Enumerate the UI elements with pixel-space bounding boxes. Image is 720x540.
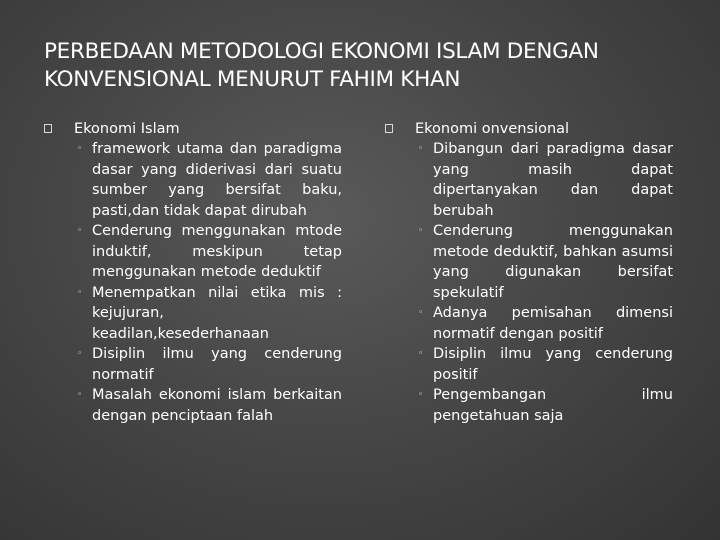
list-item: [385, 139, 673, 221]
list-item: [44, 139, 342, 221]
list-item: [385, 303, 673, 344]
list-item-text: Cenderung menggunakan metode deduktif, bahkan asumsi yang digunakan bersifat spekulatif: [433, 223, 673, 301]
slide-title: [44, 38, 684, 94]
ring-bullet-icon: ◦: [418, 144, 424, 154]
left-heading: Ekonomi Islam: [74, 121, 180, 137]
list-item-text: Menempatkan nilai etika mis : kejujuran, keadilan,kesederhanaan: [92, 284, 342, 342]
list-item-text: Dibangun dari paradigma dasar yang masih dapat dipertanyakan dan dapat berubah: [433, 141, 673, 219]
right-heading-row: [385, 119, 675, 139]
list-item-text: Disiplin ilmu yang cenderung positif: [433, 346, 673, 383]
list-item: [44, 344, 342, 385]
list-item-text: Masalah ekonomi islam berkaitan dengan penciptaan falah: [92, 387, 342, 424]
list-item-text: Adanya pemisahan dimensi normatif dengan positif: [433, 305, 673, 342]
ring-bullet-icon: ◦: [77, 390, 83, 400]
list-item-text: Cenderung menggunakan mtode induktif, meskipun tetap menggunakan metode deduktif: [92, 223, 342, 280]
ring-bullet-icon: ◦: [77, 144, 83, 154]
right-list: [385, 139, 675, 426]
list-item-text: framework utama dan paradigma dasar yang diderivasi dari suatu sumber yang bersifat baku, pasti,dan tidak dapat dirubah: [92, 141, 342, 219]
ring-bullet-icon: ◦: [77, 287, 83, 298]
slide-title-line-1: PERBEDAAN METODOLOGI EKONOMI ISLAM DENGAN: [44, 39, 599, 64]
square-box-icon: [44, 124, 52, 133]
list-item: [44, 283, 342, 345]
right-column: [385, 119, 675, 426]
slide-title-line-2: KONVENSIONAL MENURUT FAHIM KHAN: [44, 67, 461, 92]
list-item: [385, 385, 673, 426]
list-item: [44, 221, 342, 283]
list-item: [44, 385, 342, 426]
ring-bullet-icon: ◦: [418, 390, 424, 400]
ring-bullet-icon: ◦: [77, 349, 83, 359]
list-item: [385, 344, 673, 385]
left-heading-row: [44, 119, 344, 139]
list-item: [385, 221, 673, 303]
ring-bullet-icon: ◦: [418, 349, 424, 359]
left-column: [44, 119, 344, 426]
list-item-text: Pengembangan ilmu pengetahuan saja: [433, 387, 673, 424]
left-list: [44, 139, 344, 426]
ring-bullet-icon: ◦: [418, 308, 424, 318]
ring-bullet-icon: ◦: [418, 226, 424, 236]
right-heading: Ekonomi onvensional: [415, 121, 570, 137]
ring-bullet-icon: ◦: [77, 226, 83, 236]
list-item-text: Disiplin ilmu yang cenderung normatif: [92, 346, 342, 383]
square-box-icon: [385, 124, 393, 133]
